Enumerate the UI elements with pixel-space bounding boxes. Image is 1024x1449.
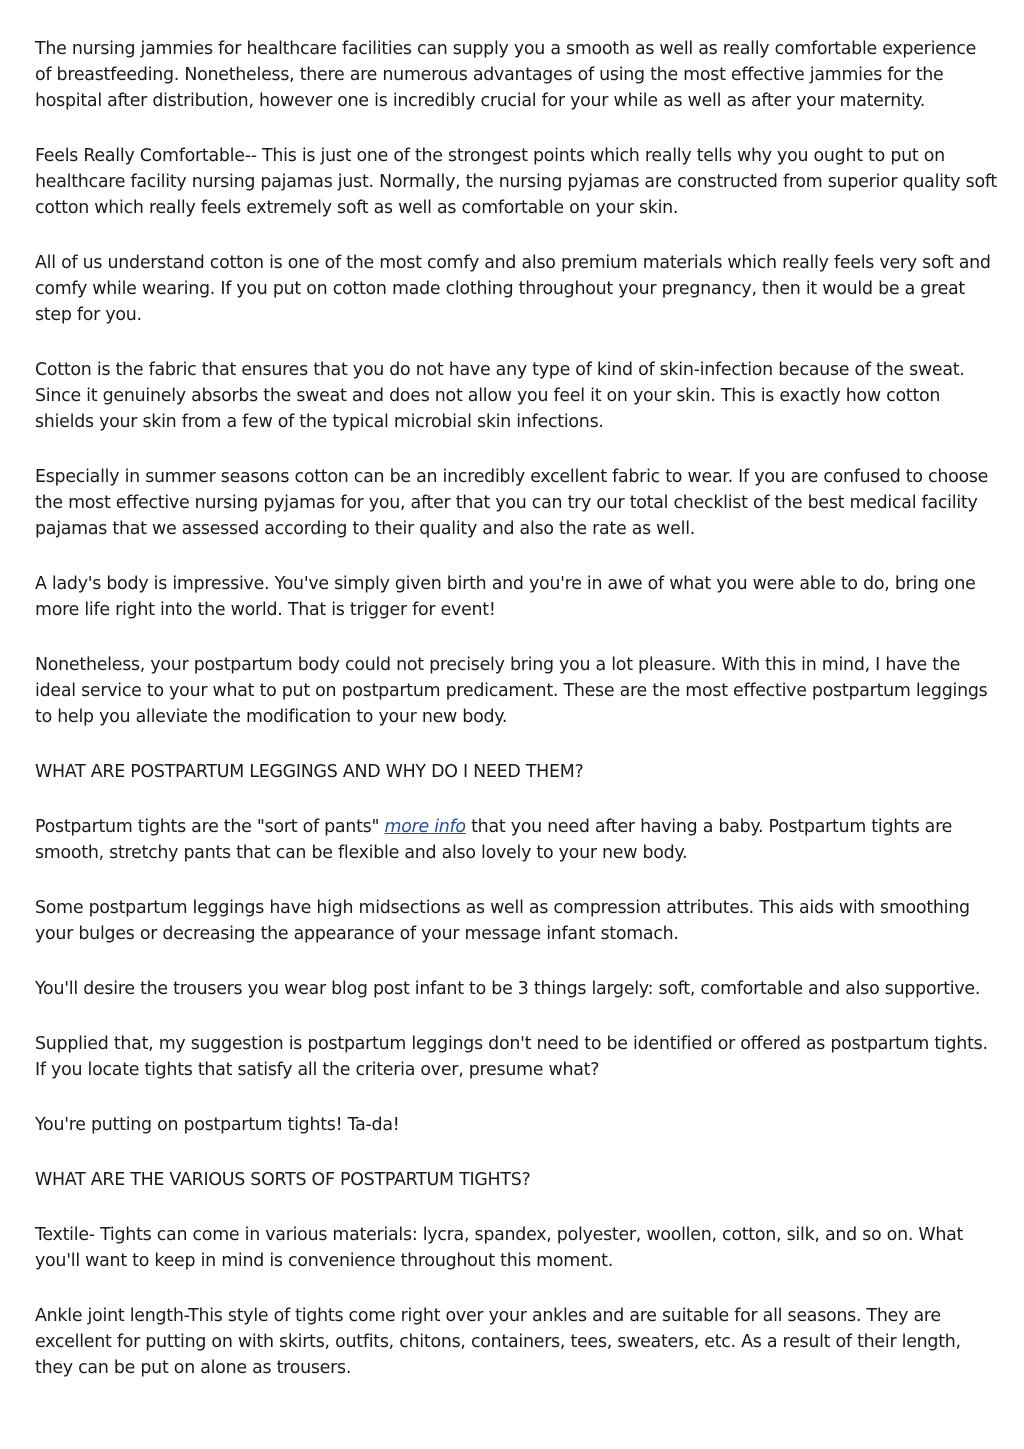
paragraph: Textile- Tights can come in various materials: lycra, spandex, polyester, woollen, cotton, silk, and so on. What you'll want to keep in mind is convenience throughout this moment.	[35, 1225, 964, 1271]
paragraph: Cotton is the fabric that ensures that you do not have any type of kind of skin-infection because of the sweat. Since it genuinely absorbs the sweat and does not allow you feel it on your skin. This is exactly how cotton shields your skin from a few of the typical microbial skin infections.	[35, 360, 965, 432]
document-body	[35, 36, 997, 1410]
more-info-link[interactable]: more info	[384, 817, 466, 837]
paragraph: All of us understand cotton is one of the most comfy and also premium materials which really feels very soft and comfy while wearing. If you put on cotton made clothing throughout your pregnancy, then it would be a great step for you.	[35, 253, 991, 325]
section-heading: WHAT ARE POSTPARTUM LEGGINGS AND WHY DO I NEED THEM?	[35, 762, 584, 782]
paragraph: You're putting on postpartum tights! Ta-da!	[35, 1115, 400, 1135]
paragraph: Some postpartum leggings have high midsections as well as compression attributes. This aids with smoothing your bulges or decreasing the appearance of your message infant stomach.	[35, 898, 970, 944]
paragraph: A lady's body is impressive. You've simply given birth and you're in awe of what you were able to do, bring one more life right into the world. That is trigger for event!	[35, 574, 976, 620]
paragraph: Especially in summer seasons cotton can be an incredibly excellent fabric to wear. If you are confused to choose the most effective nursing pyjamas for you, after that you can try our total checklist of the best medical facility pajamas that we assessed according to their quality and also the rate as well.	[35, 467, 989, 539]
paragraph: You'll desire the trousers you wear blog post infant to be 3 things largely: soft, comfortable and also supportive.	[35, 979, 981, 999]
paragraph-with-link	[35, 814, 997, 866]
paragraph: The nursing jammies for healthcare facilities can supply you a smooth as well as really comfortable experience of breastfeeding. Nonetheless, there are numerous advantages of using the most effective jammies for the hospital after distribution, however one is incredibly crucial for your while as well as after your maternity.	[35, 39, 977, 111]
paragraph-text-before-link: Postpartum tights are the "sort of pants"	[35, 817, 385, 837]
paragraph: Nonetheless, your postpartum body could not precisely bring you a lot pleasure. With this in mind, I have the ideal service to your what to put on postpartum predicament. These are the most effective postpartum leggings to help you alleviate the modification to your new body.	[35, 655, 988, 727]
section-heading: WHAT ARE THE VARIOUS SORTS OF POSTPARTUM TIGHTS?	[35, 1170, 531, 1190]
paragraph: Feels Really Comfortable-- This is just one of the strongest points which really tells why you ought to put on healthcare facility nursing pajamas just. Normally, the nursing pyjamas are constructed from superior quality soft cotton which really feels extremely soft as well as comfortable on your skin.	[35, 146, 997, 218]
paragraph-text-after-link: that you need after having a baby. Postpartum tights are smooth, stretchy pants that can be flexible and also lovely to your new body.	[35, 817, 953, 863]
paragraph: Supplied that, my suggestion is postpartum leggings don't need to be identified or offered as postpartum tights. If you locate tights that satisfy all the criteria over, presume what?	[35, 1034, 988, 1080]
paragraph: Ankle joint length-This style of tights come right over your ankles and are suitable for all seasons. They are excellent for putting on with skirts, outfits, chitons, containers, tees, sweaters, etc. As a result of their length, they can be put on alone as trousers.	[35, 1306, 961, 1378]
